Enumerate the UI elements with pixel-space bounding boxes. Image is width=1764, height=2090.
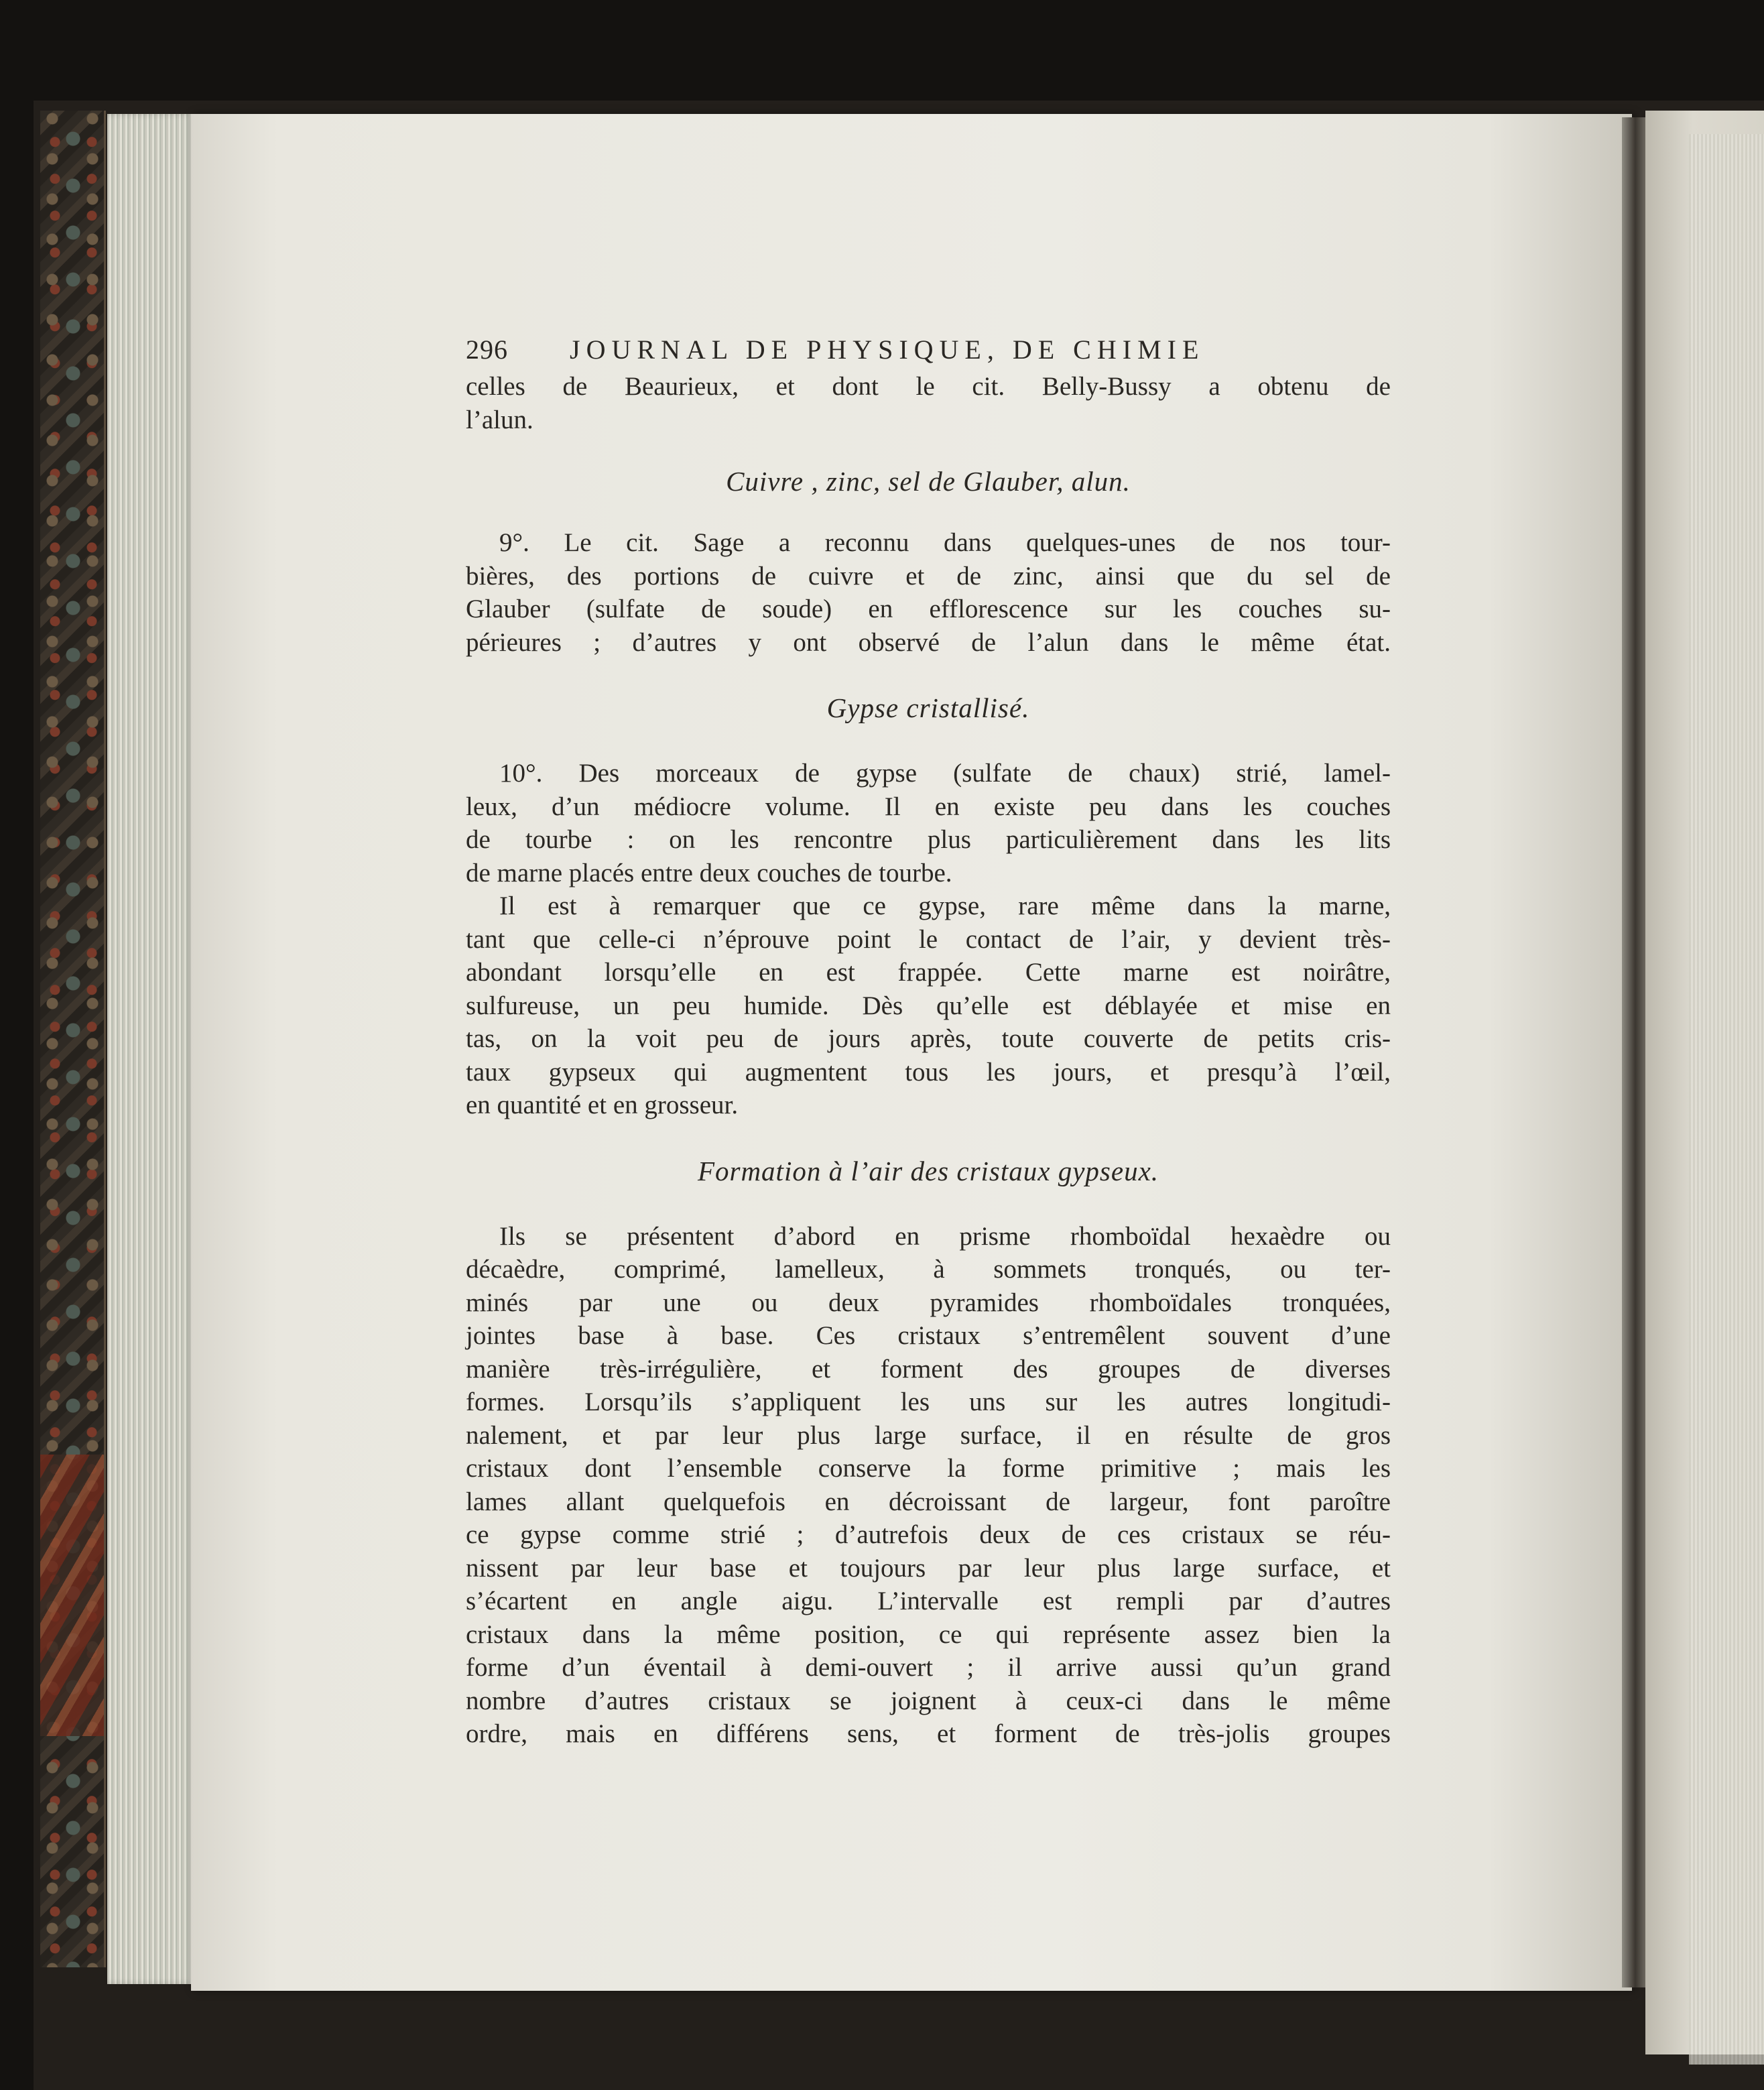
running-head — [466, 330, 1391, 370]
text-line: ordre, mais en différens sens, et forment de très-jolis groupes — [466, 1719, 1391, 1748]
text-line: ce gypse comme strié ; d’autrefois deux de ces cristaux se réu- — [466, 1520, 1391, 1549]
text-line: sulfureuse, un peu humide. Dès qu’elle est déblayée et mise en — [466, 991, 1391, 1020]
text-line: lames allant quelquefois en décroissant de largeur, font paroître — [466, 1487, 1391, 1516]
paragraph — [466, 757, 1391, 889]
text-line: nalement, et par leur plus large surface, il en résulte de gros — [466, 1420, 1391, 1450]
text-line: minés par une ou deux pyramides rhomboïdales tronquées, — [466, 1288, 1391, 1317]
text-line: cristaux dont l’ensemble conserve la forme primitive ; mais les — [466, 1454, 1391, 1483]
text-line: de tourbe : on les rencontre plus particulièrement dans les lits — [466, 825, 1391, 854]
text-line: en quantité et en grosseur. — [466, 1091, 739, 1119]
text-line: celles de Beaurieux, et dont le cit. Belly-Bussy a obtenu de — [466, 372, 1391, 401]
text-line: de marne placés entre deux couches de tourbe. — [466, 858, 952, 887]
text-line: manière très-irrégulière, et forment des groupes de diverses — [466, 1354, 1391, 1384]
text-line: tant que celle-ci n’éprouve point le contact de l’air, y devient très- — [466, 924, 1391, 954]
text-line: abondant lorsqu’elle en est frappée. Cette marne est noirâtre, — [466, 958, 1391, 987]
text-line: cristaux dans la même position, ce qui représente assez bien la — [466, 1619, 1391, 1649]
text-line: nissent par leur base et toujours par leur plus large surface, et — [466, 1553, 1391, 1583]
text-line: Ils se présentent d’abord en prisme rhomboïdal hexaèdre ou — [499, 1221, 1391, 1251]
text-line: nombre d’autres cristaux se joignent à ceux-ci dans le même — [466, 1686, 1391, 1715]
text-line: décaèdre, comprimé, lamelleux, à sommets tronqués, ou ter- — [466, 1255, 1391, 1284]
text-line: formes. Lorsqu’ils s’appliquent les uns sur les autres longitudi- — [466, 1388, 1391, 1416]
text-line: Il est à remarquer que ce gypse, rare même dans la marne, — [499, 892, 1391, 920]
text-line: forme d’un éventail à demi-ouvert ; il arrive aussi qu’un grand — [466, 1653, 1391, 1682]
marbled-cover-detail — [40, 1455, 104, 1736]
text-line: 10°. Des morceaux de gypse (sulfate de chaux) strié, lamel- — [499, 759, 1391, 788]
text-line: Glauber (sulfate de soude) en efflorescence sur les couches su- — [466, 595, 1391, 623]
section-heading: Cuivre , zinc, sel de Glauber, alun. — [726, 466, 1131, 497]
text-line: périeures ; d’autres y ont observé de l’alun dans le même état. — [466, 627, 1391, 657]
right-page-edges — [1689, 134, 1764, 2065]
text-line: tas, on la voit peu de jours après, toute couverte de petits cris- — [466, 1024, 1391, 1053]
book-gutter — [1622, 117, 1649, 1987]
page-block-edges — [107, 114, 194, 1984]
text-line: l’alun. — [466, 405, 533, 434]
journal-title: JOURNAL DE PHYSIQUE, DE CHIMIE — [570, 334, 1205, 365]
page-number: 296 — [466, 334, 508, 365]
page-text — [466, 330, 1391, 1751]
section-heading: Gypse cristallisé. — [826, 692, 1030, 723]
text-line: s’écartent en angle aigu. L’intervalle est rempli par d’autres — [466, 1587, 1391, 1615]
paragraph — [466, 889, 1391, 1122]
paragraph — [466, 1220, 1391, 1751]
text-line: taux gypseux qui augmentent tous les jours, et presqu’à l’œil, — [466, 1057, 1391, 1087]
text-line: bières, des portions de cuivre et de zinc, ainsi que du sel de — [466, 561, 1391, 591]
paragraph — [466, 526, 1391, 659]
text-line: 9°. Le cit. Sage a reconnu dans quelques-unes de nos tour- — [499, 528, 1391, 557]
text-line: leux, d’un médiocre volume. Il en existe peu dans les couches — [466, 792, 1391, 821]
text-line: jointes base à base. Ces cristaux s’entremêlent souvent d’une — [466, 1321, 1391, 1350]
section-heading: Formation à l’air des cristaux gypseux. — [697, 1155, 1159, 1186]
paragraph-continuation — [466, 370, 1391, 436]
